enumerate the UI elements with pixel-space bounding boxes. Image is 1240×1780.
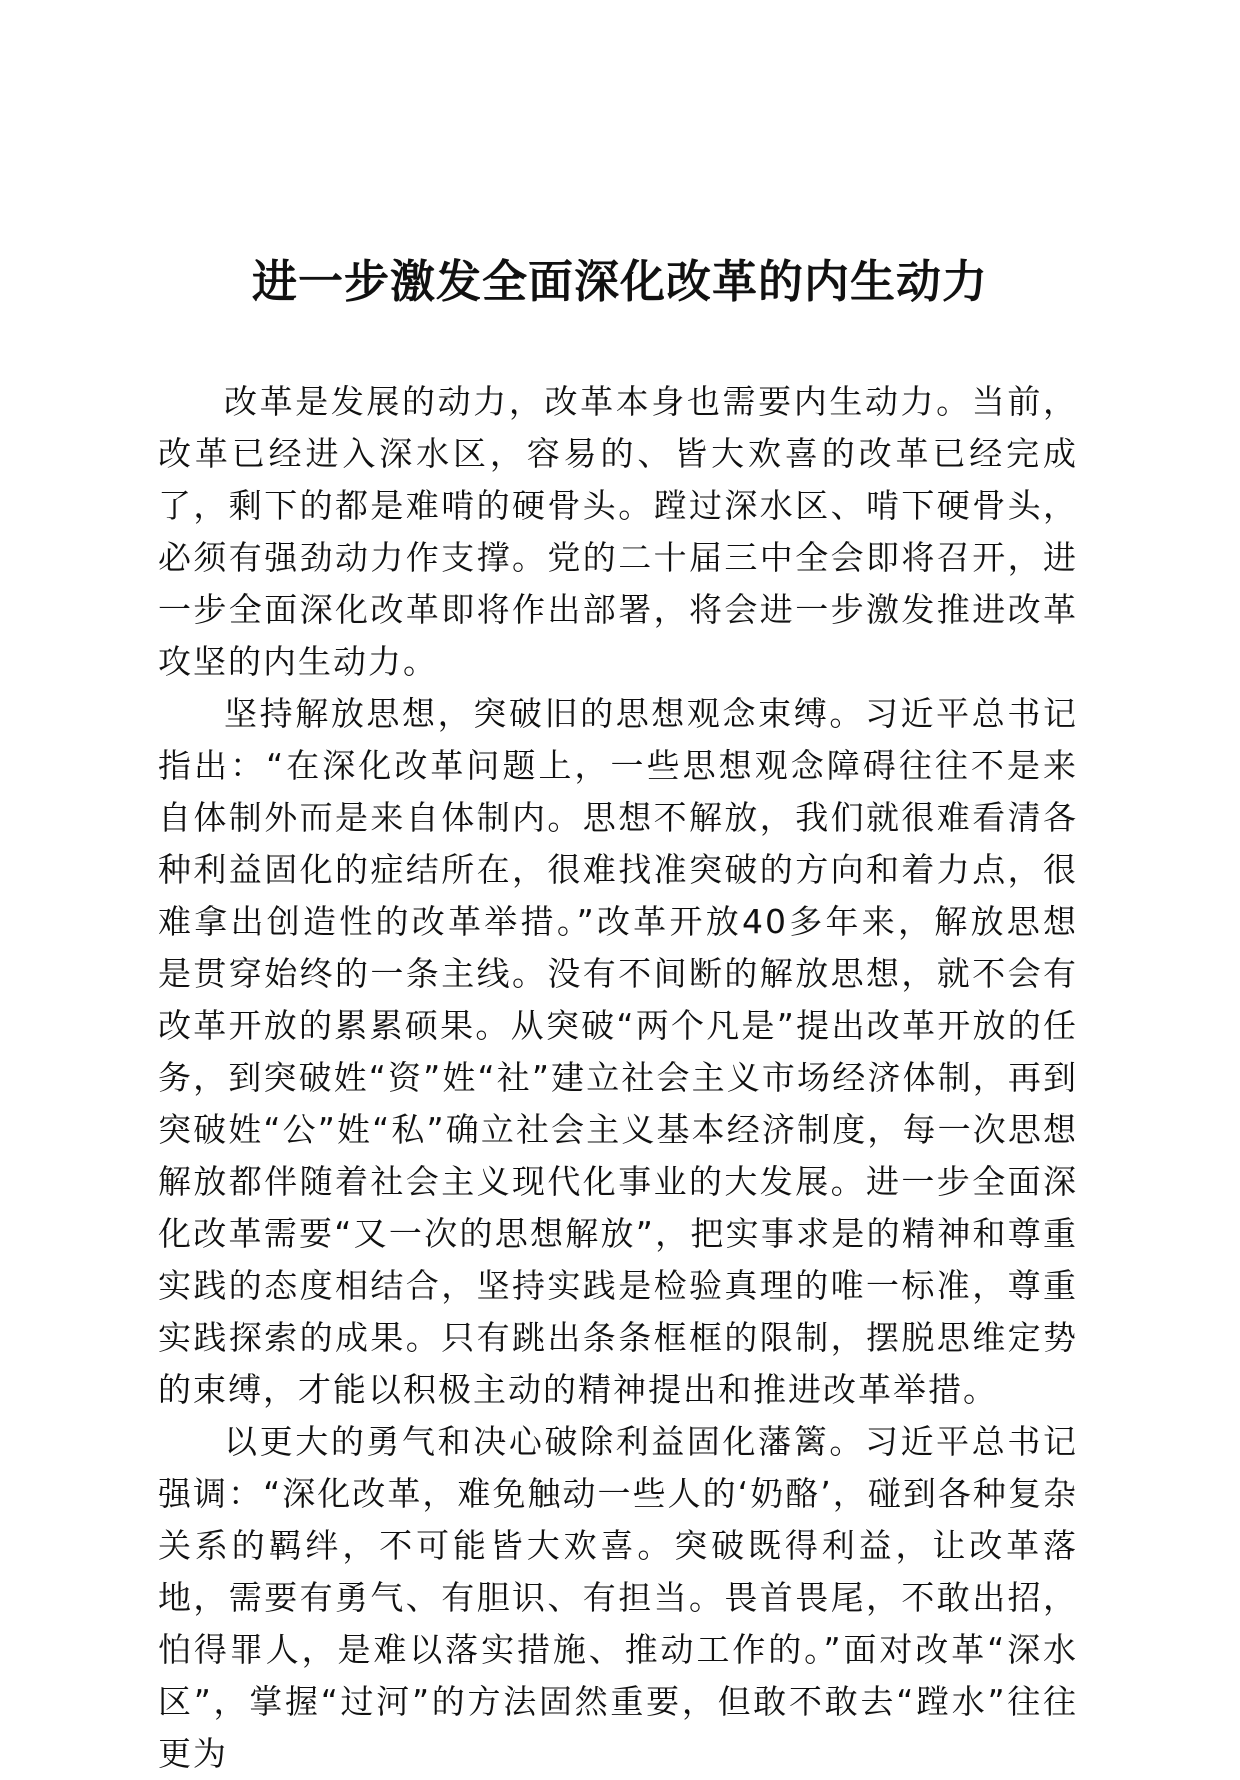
paragraph-1: 改革是发展的动力，改革本身也需要内生动力。当前，改革已经进入深水区，容易的、皆大欢喜的改革已经完成了，剩下的都是难啃的硬骨头。蹚过深水区、啃下硬骨头，必须有强劲动力作支撑。党的二十届三中全会即将召开，进一步全面深化改革即将作出部署，将会进一步激发推进改革攻坚的内生动力。 [158, 382, 1078, 681]
document-body [158, 376, 1078, 1780]
paragraph-2: 坚持解放思想，突破旧的思想观念束缚。习近平总书记指出：“在深化改革问题上，一些思想观念障碍往往不是来自体制外而是来自体制内。思想不解放，我们就很难看清各种利益固化的症结所在，很难找准突破的方向和着力点，很难拿出创造性的改革举措。”改革开放40多年来，解放思想是贯穿始终的一条主线。没有不间断的解放思想，就不会有改革开放的累累硕果。从突破“两个凡是”提出改革开放的任务，到突破姓“资”姓“社”建立社会主义市场经济体制，再到突破姓“公”姓“私”确立社会主义基本经济制度，每一次思想解放都伴随着社会主义现代化事业的大发展。进一步全面深化改革需要“又一次的思想解放”，把实事求是的精神和尊重实践的态度相结合，坚持实践是检验真理的唯一标准，尊重实践探索的成果。只有跳出条条框框的限制，摆脱思维定势的束缚，才能以积极主动的精神提出和推进改革举措。 [158, 694, 1078, 1409]
paragraph-3: 以更大的勇气和决心破除利益固化藩篱。习近平总书记强调：“深化改革，难免触动一些人的‘奶酪’，碰到各种复杂关系的羁绊，不可能皆大欢喜。突破既得利益，让改革落地，需要有勇气、有胆识、有担当。畏首畏尾，不敢出招，怕得罪人，是难以落实措施、推动工作的。”面对改革“深水区”，掌握“过河”的方法固然重要，但敢不敢去“蹚水”往往更为 [158, 1422, 1078, 1773]
document-title: 进一步激发全面深化改革的内生动力 [251, 255, 988, 308]
